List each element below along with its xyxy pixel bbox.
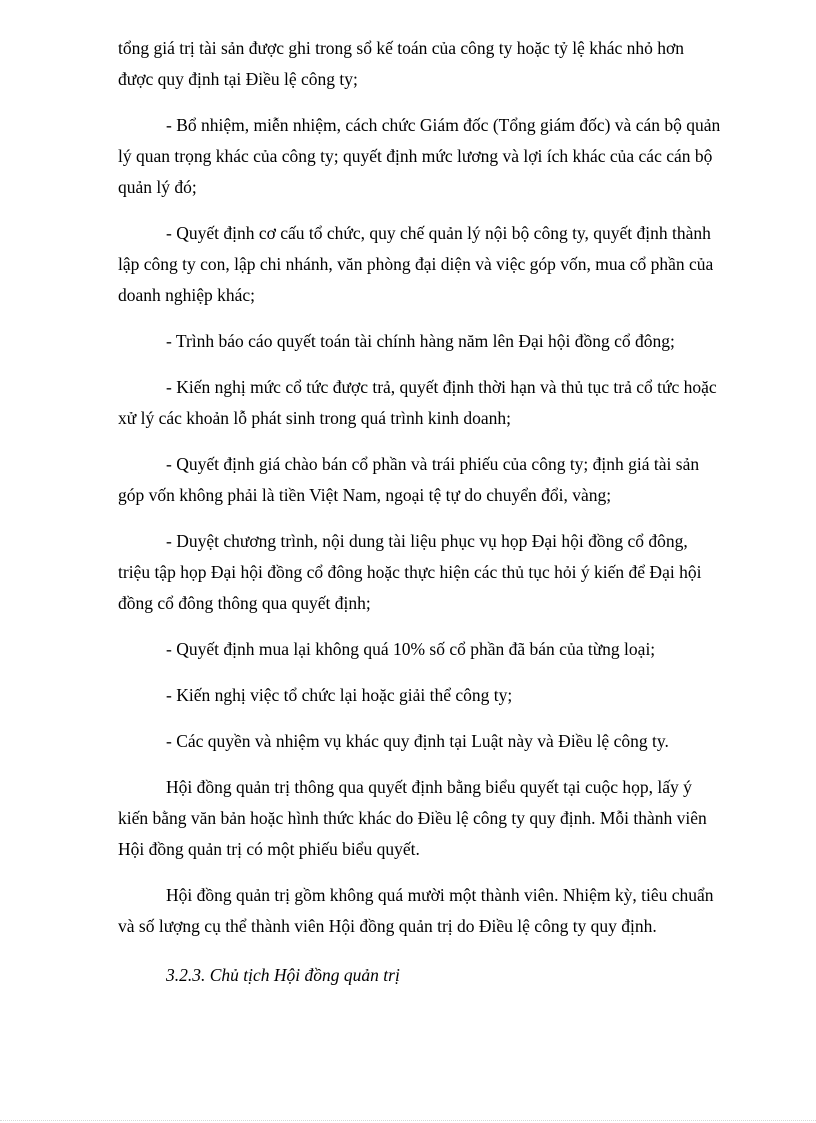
document-body [118, 33, 778, 991]
text-line: lý quan trọng khác của công ty; quyết định mức lương và lợi ích khác của các cán bộ [118, 146, 713, 166]
text-line: triệu tập họp Đại hội đồng cổ đông hoặc thực hiện các thủ tục hỏi ý kiến để Đại hội [118, 562, 702, 582]
text-line: Hội đồng quản trị gồm không quá mười một thành viên. Nhiệm kỳ, tiêu chuẩn [166, 885, 714, 905]
text-line: - Trình báo cáo quyết toán tài chính hàng năm lên Đại hội đồng cổ đông; [166, 331, 675, 351]
text-line: được quy định tại Điều lệ công ty; [118, 69, 358, 89]
list-item-dividend [118, 372, 778, 434]
text-line: doanh nghiệp khác; [118, 285, 256, 305]
text-line: xử lý các khoản lỗ phát sinh trong quá trình kinh doanh; [118, 408, 511, 428]
list-item-reorganization [118, 680, 778, 711]
text-line: tổng giá trị tài sản được ghi trong sổ kế toán của công ty hoặc tỷ lệ khác nhỏ hơn [118, 38, 684, 58]
list-item-other-rights [118, 726, 778, 757]
text-line: - Duyệt chương trình, nội dung tài liệu phục vụ họp Đại hội đồng cổ đông, [166, 531, 688, 551]
paragraph-continuation [118, 33, 778, 95]
text-line: - Các quyền và nhiệm vụ khác quy định tại Luật này và Điều lệ công ty. [166, 731, 669, 751]
text-line: - Bổ nhiệm, miễn nhiệm, cách chức Giám đốc (Tổng giám đốc) và cán bộ quản [166, 115, 721, 135]
text-line: - Quyết định mua lại không quá 10% số cổ phần đã bán của từng loại; [166, 639, 656, 659]
text-line: - Quyết định giá chào bán cổ phần và trái phiếu của công ty; định giá tài sản [166, 454, 700, 474]
list-item-organization-structure [118, 218, 778, 311]
section-heading: 3.2.3. Chủ tịch Hội đồng quản trị [166, 965, 400, 985]
text-line: - Kiến nghị việc tổ chức lại hoặc giải thể công ty; [166, 685, 513, 705]
text-line: Hội đồng quản trị có một phiếu biểu quyết. [118, 839, 420, 859]
text-line: quản lý đó; [118, 177, 197, 197]
page-bottom-divider [0, 1120, 816, 1121]
list-item-financial-report [118, 326, 778, 357]
list-item-appoint-director [118, 110, 778, 203]
list-item-meeting-agenda [118, 526, 778, 619]
text-line: góp vốn không phải là tiền Việt Nam, ngoại tệ tự do chuyển đổi, vàng; [118, 485, 612, 505]
text-line: Hội đồng quản trị thông qua quyết định bằng biểu quyết tại cuộc họp, lấy ý [166, 777, 692, 797]
text-line: và số lượng cụ thể thành viên Hội đồng quản trị do Điều lệ công ty quy định. [118, 916, 657, 936]
paragraph-board-voting [118, 772, 778, 865]
text-line: - Quyết định cơ cấu tổ chức, quy chế quản lý nội bộ công ty, quyết định thành [166, 223, 711, 243]
text-line: - Kiến nghị mức cổ tức được trả, quyết định thời hạn và thủ tục trả cổ tức hoặc [166, 377, 717, 397]
list-item-share-buyback [118, 634, 778, 665]
text-line: đồng cổ đông thông qua quyết định; [118, 593, 371, 613]
text-line: lập công ty con, lập chi nhánh, văn phòng đại diện và việc góp vốn, mua cổ phần của [118, 254, 714, 274]
list-item-share-price [118, 449, 778, 511]
paragraph-board-membership [118, 880, 778, 942]
text-line: kiến bằng văn bản hoặc hình thức khác do Điều lệ công ty quy định. Mỗi thành viên [118, 808, 707, 828]
